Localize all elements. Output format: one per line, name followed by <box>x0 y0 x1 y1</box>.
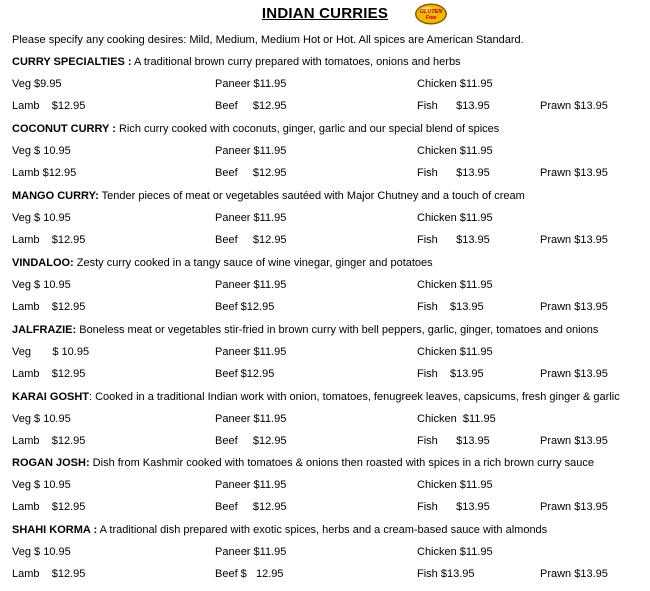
price-item: Fish $13.95 <box>417 435 490 447</box>
price-item: Veg $9.95 <box>12 78 62 90</box>
price-row <box>0 167 650 181</box>
svg-text:GLUTEN: GLUTEN <box>419 9 443 15</box>
price-row <box>0 368 650 382</box>
price-item: Chicken $11.95 <box>417 279 493 291</box>
price-item: Veg $ 10.95 <box>12 413 71 425</box>
price-item: Paneer $11.95 <box>215 212 287 224</box>
price-item: Paneer $11.95 <box>215 479 287 491</box>
price-item: Veg $ 10.95 <box>12 145 71 157</box>
price-item: Chicken $11.95 <box>417 78 493 90</box>
price-item: Veg $ 10.95 <box>12 212 71 224</box>
price-item: Fish $13.95 <box>417 100 490 112</box>
price-item: Lamb $12.95 <box>12 301 86 313</box>
section-description <box>12 56 461 68</box>
price-item: Veg $ 10.95 <box>12 346 90 358</box>
price-item: Beef $12.95 <box>215 435 287 447</box>
price-item: Fish $13.95 <box>417 501 490 513</box>
price-item: Prawn $13.95 <box>540 501 608 513</box>
section-desc-text: Dish from Kashmir cooked with tomatoes & onions then roasted with spices in a rich brown curry sauce <box>89 457 595 469</box>
price-item: Lamb $12.95 <box>12 167 77 179</box>
price-item: Lamb $12.95 <box>12 501 86 513</box>
section-description <box>12 391 620 403</box>
price-item: Prawn $13.95 <box>540 301 608 313</box>
section-name: COCONUT CURRY : <box>12 123 116 135</box>
price-item: Fish $13.95 <box>417 301 484 313</box>
price-item: Prawn $13.95 <box>540 435 608 447</box>
section-description <box>12 457 594 469</box>
svg-text:Free: Free <box>425 15 437 21</box>
price-item: Chicken $11.95 <box>417 145 493 157</box>
price-item: Lamb $12.95 <box>12 100 86 112</box>
price-item: Fish $13.95 <box>417 234 490 246</box>
price-item: Beef $ 12.95 <box>215 568 284 580</box>
section-desc-text: Tender pieces of meat or vegetables sautéed with Major Chutney and a touch of cream <box>98 190 525 202</box>
section-name: ROGAN JOSH: <box>12 457 90 469</box>
section-name: MANGO CURRY: <box>12 190 99 202</box>
section-description <box>12 524 547 536</box>
price-row <box>0 568 650 582</box>
intro-text: Please specify any cooking desires: Mild, Medium, Medium Hot or Hot. All spices are American Standard. <box>12 34 524 46</box>
price-item: Paneer $11.95 <box>215 546 287 558</box>
price-item: Fish $13.95 <box>417 368 484 380</box>
price-item: Beef $12.95 <box>215 100 287 112</box>
price-item: Veg $ 10.95 <box>12 279 71 291</box>
section-desc-text: Boneless meat or vegetables stir-fried in brown curry with bell peppers, garlic, ginger, tomatoes and onions <box>76 324 599 336</box>
section-description <box>12 257 433 269</box>
price-row <box>0 234 650 248</box>
price-item: Fish $13.95 <box>417 568 475 580</box>
price-item: Beef $12.95 <box>215 167 287 179</box>
page-title: INDIAN CURRIES <box>261 5 389 22</box>
section-description <box>12 190 525 202</box>
section-name: CURRY SPECIALTIES : <box>12 56 132 68</box>
price-item: Chicken $11.95 <box>417 546 493 558</box>
section-desc-text: A traditional brown curry prepared with tomatoes, onions and herbs <box>131 56 461 68</box>
price-item: Paneer $11.95 <box>215 346 287 358</box>
price-item: Lamb $12.95 <box>12 435 86 447</box>
price-item: Paneer $11.95 <box>215 78 287 90</box>
section-desc-text: Zesty curry cooked in a tangy sauce of wine vinegar, ginger and potatoes <box>73 257 433 269</box>
price-row <box>0 435 650 449</box>
section-name: JALFRAZIE: <box>12 324 77 336</box>
price-item: Beef $12.95 <box>215 301 275 313</box>
price-item: Lamb $12.95 <box>12 368 86 380</box>
price-item: Lamb $12.95 <box>12 234 86 246</box>
price-item: Prawn $13.95 <box>540 234 608 246</box>
price-row <box>0 501 650 515</box>
price-item: Chicken $11.95 <box>417 413 496 425</box>
price-row <box>0 413 650 427</box>
price-row <box>0 346 650 360</box>
price-item: Beef $12.95 <box>215 501 287 513</box>
price-row <box>0 279 650 293</box>
price-item: Chicken $11.95 <box>417 212 493 224</box>
price-item: Fish $13.95 <box>417 167 490 179</box>
price-row <box>0 479 650 493</box>
price-item: Beef $12.95 <box>215 234 287 246</box>
price-item: Beef $12.95 <box>215 368 275 380</box>
price-item: Prawn $13.95 <box>540 167 608 179</box>
section-desc-text: : Cooked in a traditional Indian work with onion, tomatoes, fenugreek leaves, capsicums, fresh ginger & garlic <box>89 391 620 403</box>
section-desc-text: A traditional dish prepared with exotic spices, herbs and a cream-based sauce with almonds <box>97 524 548 536</box>
price-item: Prawn $13.95 <box>540 568 608 580</box>
price-row <box>0 301 650 315</box>
price-item: Paneer $11.95 <box>215 279 287 291</box>
section-name: SHAHI KORMA : <box>12 524 98 536</box>
price-item: Chicken $11.95 <box>417 346 493 358</box>
price-row <box>0 145 650 159</box>
price-row <box>0 100 650 114</box>
price-row <box>0 546 650 560</box>
price-row <box>0 212 650 226</box>
price-item: Veg $ 10.95 <box>12 546 71 558</box>
price-item: Prawn $13.95 <box>540 368 608 380</box>
price-item: Paneer $11.95 <box>215 145 287 157</box>
price-row <box>0 78 650 92</box>
gluten-free-badge-icon <box>414 3 448 25</box>
price-item: Veg $ 10.95 <box>12 479 71 491</box>
price-item: Prawn $13.95 <box>540 100 608 112</box>
price-item: Paneer $11.95 <box>215 413 287 425</box>
section-desc-text: Rich curry cooked with coconuts, ginger, garlic and our special blend of spices <box>115 123 500 135</box>
section-description <box>12 123 499 135</box>
price-item: Lamb $12.95 <box>12 568 86 580</box>
section-name: VINDALOO: <box>12 257 74 269</box>
price-item: Chicken $11.95 <box>417 479 493 491</box>
section-name: KARAI GOSHT <box>12 391 89 403</box>
section-description <box>12 324 598 336</box>
